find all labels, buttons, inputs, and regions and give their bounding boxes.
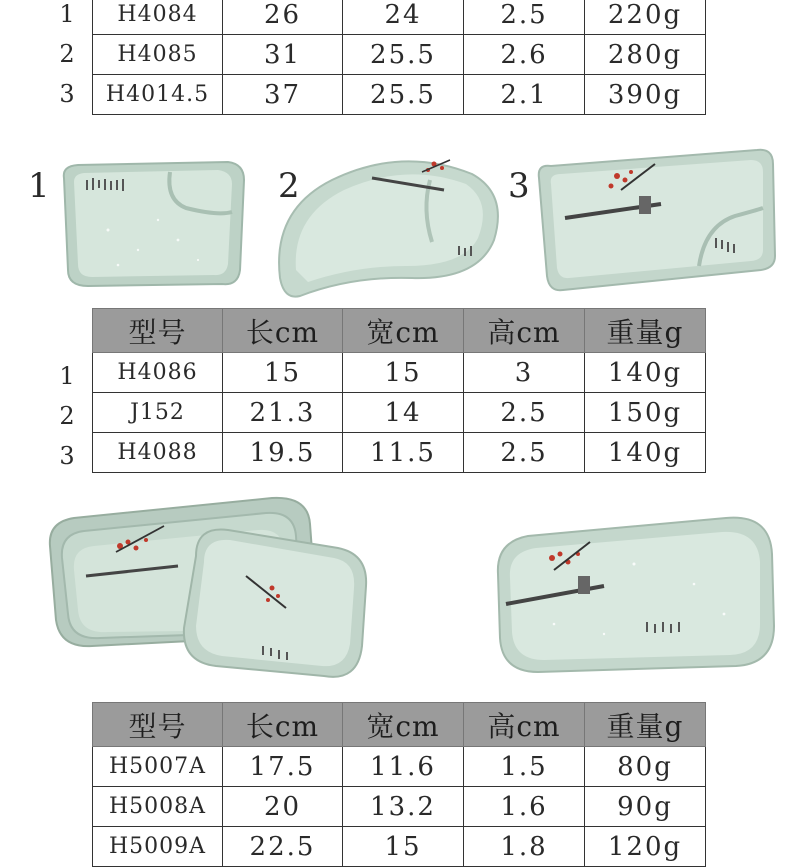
length-cell: 37 [223, 75, 343, 115]
width-cell: 14 [343, 393, 464, 433]
header-model: 型号 [93, 309, 223, 353]
height-cell: 1.8 [464, 827, 585, 867]
weight-cell: 80g [585, 747, 706, 787]
model-cell: H4085 [93, 35, 223, 75]
product-number-label: 2 [278, 166, 300, 206]
height-cell: 1.5 [464, 747, 585, 787]
width-cell: 13.2 [343, 787, 464, 827]
spec-table-bottom [92, 702, 706, 867]
table-header-row [93, 703, 706, 747]
spec-table-top [92, 0, 706, 115]
length-cell: 15 [223, 353, 343, 393]
header-width: 宽cm [343, 703, 464, 747]
height-cell: 2.5 [464, 393, 585, 433]
length-cell: 21.3 [223, 393, 343, 433]
length-cell: 31 [223, 35, 343, 75]
weight-cell: 120g [585, 827, 706, 867]
width-cell: 15 [343, 827, 464, 867]
length-cell: 22.5 [223, 827, 343, 867]
table-row [93, 787, 706, 827]
model-cell: J152 [93, 393, 223, 433]
width-cell: 25.5 [343, 35, 464, 75]
table-row [93, 433, 706, 473]
row-number: 1 [59, 0, 75, 28]
row-number: 2 [59, 40, 75, 68]
width-cell: 25.5 [343, 75, 464, 115]
row-number: 1 [59, 362, 75, 390]
weight-cell: 90g [585, 787, 706, 827]
row-number: 3 [59, 442, 75, 470]
header-model: 型号 [93, 703, 223, 747]
height-cell: 1.6 [464, 787, 585, 827]
width-cell: 15 [343, 353, 464, 393]
height-cell: 3 [464, 353, 585, 393]
model-cell: H5008A [93, 787, 223, 827]
weight-cell: 140g [585, 353, 706, 393]
table-row [93, 353, 706, 393]
height-cell: 2.1 [464, 75, 585, 115]
header-length: 长cm [223, 309, 343, 353]
header-weight: 重量g [585, 309, 706, 353]
weight-cell: 280g [585, 35, 706, 75]
weight-cell: 220g [585, 0, 706, 35]
model-cell: H4014.5 [93, 75, 223, 115]
length-cell: 20 [223, 787, 343, 827]
model-cell: H4084 [93, 0, 223, 35]
length-cell: 17.5 [223, 747, 343, 787]
length-cell: 26 [223, 0, 343, 35]
spec-table-middle [92, 308, 706, 473]
table-row [93, 35, 706, 75]
row-number: 3 [59, 80, 75, 108]
width-cell: 11.6 [343, 747, 464, 787]
leaf-shaped-dish-image [272, 150, 508, 298]
header-height: 高cm [464, 703, 585, 747]
table-header-row [93, 309, 706, 353]
weight-cell: 390g [585, 75, 706, 115]
table-row [93, 0, 706, 35]
product-number-label: 1 [28, 166, 50, 206]
table-row [93, 827, 706, 867]
height-cell: 2.6 [464, 35, 585, 75]
stacked-rectangular-plates-image [46, 496, 372, 688]
header-height: 高cm [464, 309, 585, 353]
model-cell: H4088 [93, 433, 223, 473]
product-number-label: 3 [508, 166, 530, 206]
model-cell: H5007A [93, 747, 223, 787]
header-length: 长cm [223, 703, 343, 747]
header-width: 宽cm [343, 309, 464, 353]
height-cell: 2.5 [464, 0, 585, 35]
table-row [93, 393, 706, 433]
width-cell: 11.5 [343, 433, 464, 473]
header-weight: 重量g [585, 703, 706, 747]
width-cell: 24 [343, 0, 464, 35]
height-cell: 2.5 [464, 433, 585, 473]
single-rectangular-plate-image [494, 514, 776, 674]
table-row [93, 75, 706, 115]
model-cell: H5009A [93, 827, 223, 867]
table-row [93, 747, 706, 787]
square-divided-dish-image [58, 160, 248, 292]
row-number: 2 [59, 402, 75, 430]
rectangular-divided-dish-image [535, 146, 779, 296]
weight-cell: 150g [585, 393, 706, 433]
weight-cell: 140g [585, 433, 706, 473]
length-cell: 19.5 [223, 433, 343, 473]
model-cell: H4086 [93, 353, 223, 393]
